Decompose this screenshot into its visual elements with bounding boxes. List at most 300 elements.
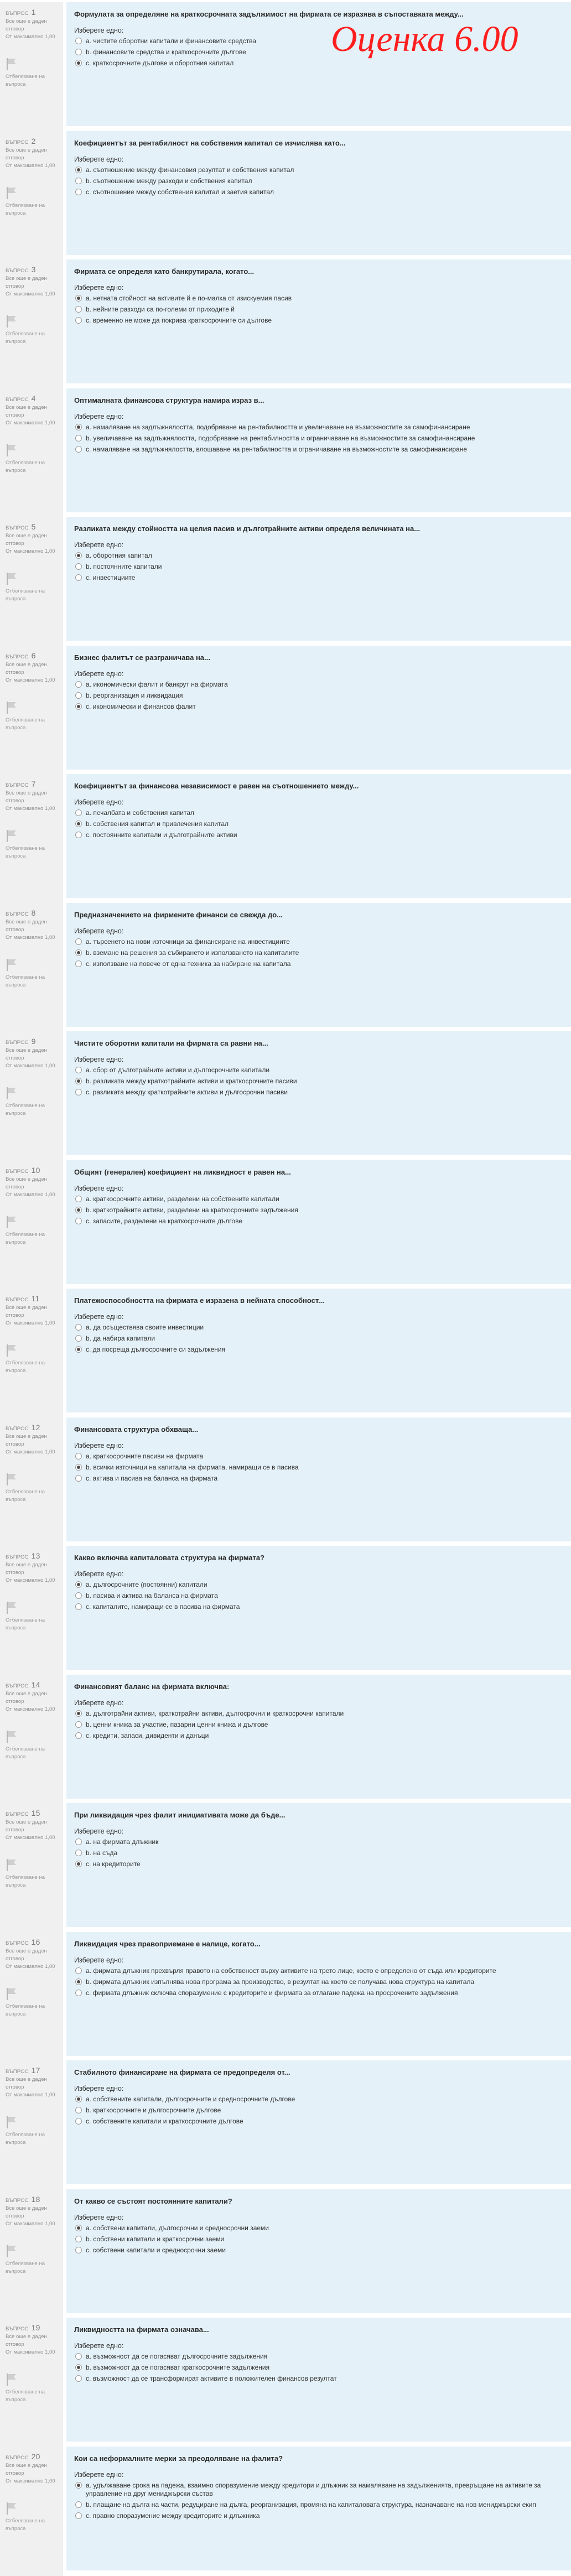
- answer-option[interactable]: [74, 1978, 567, 1986]
- flag-icon[interactable]: [6, 1087, 18, 1100]
- radio-button[interactable]: [75, 832, 82, 838]
- flag-icon[interactable]: [6, 186, 18, 200]
- question-info: [0, 1289, 63, 1418]
- answer-option[interactable]: [74, 563, 567, 571]
- radio-button[interactable]: [75, 820, 82, 827]
- question-info: [0, 903, 63, 1032]
- radio-button[interactable]: [75, 1475, 82, 1482]
- flag-question-link[interactable]: Отбелязване на въпроса: [6, 2003, 45, 2017]
- answer-text: a. собствени капитали, дългосрочни и средносрочни заеми: [86, 2224, 269, 2232]
- question-number: [6, 2066, 40, 2075]
- answer-option[interactable]: [74, 1463, 567, 1472]
- flag-icon[interactable]: [6, 315, 18, 328]
- question-number: [6, 1423, 40, 1432]
- radio-button[interactable]: [75, 1990, 82, 1996]
- flag-question-link[interactable]: Отбелязване на въпроса: [6, 588, 45, 602]
- answer-option[interactable]: [74, 681, 567, 689]
- answer-text: a. печалбата и собствения капитал: [86, 809, 195, 817]
- question-grade: От максимално 1,00: [6, 1063, 55, 1069]
- answer-option[interactable]: [74, 831, 567, 839]
- radio-button[interactable]: [75, 2118, 82, 2125]
- flag-question-link[interactable]: Отбелязване на въпроса: [6, 459, 45, 474]
- question-number-value: 8: [31, 908, 36, 917]
- question-number-value: 18: [31, 2194, 40, 2204]
- question-number: [6, 8, 36, 17]
- question-state: Все още е даден отговор: [6, 2205, 47, 2219]
- answer-option[interactable]: [74, 2117, 567, 2126]
- flag-icon[interactable]: [6, 2502, 18, 2515]
- answer-text: a. на фирмата длъжник: [86, 1838, 159, 1846]
- radio-button[interactable]: [75, 306, 82, 313]
- answer-option[interactable]: [74, 1732, 567, 1740]
- answer-option[interactable]: [74, 1217, 567, 1225]
- question-block: [0, 388, 571, 518]
- answer-option[interactable]: [74, 2106, 567, 2115]
- question-content: [66, 2447, 571, 2570]
- flag-icon[interactable]: [6, 1601, 18, 1614]
- question-content: [66, 903, 571, 1027]
- answer-option[interactable]: [74, 1077, 567, 1086]
- question-number: [6, 1938, 40, 1946]
- radio-button[interactable]: [75, 1978, 82, 1985]
- question-info: [0, 388, 63, 518]
- question-label: ВЪПРОС: [6, 139, 29, 146]
- answer-text: c. временно не може да покрива краткосрочните си дългове: [86, 316, 272, 324]
- question-label: ВЪПРОС: [6, 1554, 29, 1560]
- radio-button[interactable]: [75, 60, 82, 66]
- answer-text: b. да набира капитали: [86, 1334, 155, 1342]
- flag-icon[interactable]: [6, 2116, 18, 2129]
- question-content: [66, 1289, 571, 1412]
- answer-option[interactable]: [74, 1849, 567, 1857]
- answer-prompt: Изберете едно:: [74, 1441, 124, 1450]
- question-number-value: 11: [31, 1294, 40, 1303]
- answer-option[interactable]: [74, 2224, 567, 2232]
- radio-button[interactable]: [75, 1464, 82, 1471]
- radio-button[interactable]: [75, 1861, 82, 1867]
- radio-button[interactable]: [75, 2364, 82, 2371]
- answer-prompt: Изберете едно:: [74, 1699, 124, 1707]
- answer-list: [74, 938, 567, 971]
- question-number-value: 3: [31, 265, 36, 274]
- question-block: [0, 1675, 571, 1804]
- answer-option[interactable]: [74, 188, 567, 196]
- answer-list: [74, 166, 567, 199]
- answer-option[interactable]: [74, 1334, 567, 1343]
- answer-option[interactable]: [74, 1721, 567, 1729]
- answer-text: b. реорганизация и ликвидация: [86, 691, 183, 699]
- question-text: Фирмата се определя като банкрутирала, когато...: [74, 267, 255, 276]
- answer-text: b. плащане на дълга на части, редуциране на дълга, реорганизация, промяна на капиталовата структура, назначаване на нов мениджърски екип: [86, 2500, 536, 2509]
- question-grade: От максимално 1,00: [6, 1320, 55, 1326]
- flag-icon[interactable]: [6, 1344, 18, 1357]
- flag-icon[interactable]: [6, 1473, 18, 1486]
- answer-list: [74, 552, 567, 585]
- question-state: Все още е даден отговор: [6, 2462, 47, 2476]
- question-number-value: 13: [31, 1551, 40, 1560]
- question-number: [6, 1551, 40, 1560]
- radio-button[interactable]: [75, 1453, 82, 1460]
- answer-option[interactable]: [74, 1592, 567, 1600]
- question-state: Все още е даден отговор: [6, 918, 47, 933]
- flag-question-link[interactable]: Отбелязване на въпроса: [6, 2132, 45, 2146]
- question-label: ВЪПРОС: [6, 396, 29, 403]
- question-number: [6, 780, 36, 788]
- question-block: [0, 2447, 571, 2576]
- question-text: Формулата за определяне на краткосрочната задължимост на фирмата се изразява в съпоставката между...: [74, 10, 464, 18]
- radio-button[interactable]: [75, 446, 82, 453]
- answer-option[interactable]: [74, 1581, 567, 1589]
- radio-button[interactable]: [75, 178, 82, 184]
- answer-option[interactable]: [74, 316, 567, 325]
- answer-option[interactable]: [74, 960, 567, 968]
- flag-question-link[interactable]: Отбелязване на въпроса: [6, 2517, 45, 2532]
- answer-text: c. кредити, запаси, дивиденти и данъци: [86, 1731, 209, 1739]
- answer-prompt: Изберете едно:: [74, 1570, 124, 1578]
- radio-button[interactable]: [75, 1346, 82, 1353]
- answer-text: a. икономически фалит и банкрут на фирмата: [86, 680, 228, 688]
- flag-icon[interactable]: [6, 829, 18, 843]
- radio-button[interactable]: [75, 1067, 82, 1073]
- radio-button[interactable]: [75, 1335, 82, 1342]
- answer-text: b. фирмата длъжник изпълнява нова програма за производство, в резултат на което се получава нова структура на капитала: [86, 1977, 475, 1986]
- answer-option[interactable]: [74, 574, 567, 582]
- radio-button[interactable]: [75, 703, 82, 710]
- answer-option[interactable]: [74, 1989, 567, 1997]
- answer-text: a. дълготрайни активи, краткотрайни активи, дългосрочни и краткосрочни капитали: [86, 1709, 344, 1717]
- question-text: Коефициентът за рентабилност на собствения капитал се изчислява като...: [74, 138, 346, 147]
- question-state: Все още е даден отговор: [6, 1305, 47, 1318]
- answer-option[interactable]: [74, 2095, 567, 2104]
- flag-question-link[interactable]: Отбелязване на въпроса: [6, 202, 45, 216]
- radio-button[interactable]: [75, 960, 82, 967]
- question-info: [0, 2318, 63, 2447]
- flag-question-link[interactable]: Отбелязване на въпроса: [6, 1360, 45, 1374]
- question-state: Все още е даден отговор: [6, 1176, 47, 1190]
- flag-question-link[interactable]: Отбелязване на въпроса: [6, 331, 45, 345]
- question-content: [66, 1546, 571, 1670]
- radio-button[interactable]: [75, 2236, 82, 2242]
- radio-button[interactable]: [75, 1218, 82, 1224]
- answer-prompt: Изберете едно:: [74, 284, 124, 292]
- flag-icon[interactable]: [6, 2245, 18, 2258]
- radio-button[interactable]: [75, 2512, 82, 2519]
- radio-button[interactable]: [75, 1581, 82, 1588]
- answer-text: b. собствени капитали и краткосрочни заеми: [86, 2235, 225, 2243]
- answer-text: c. актива и пасива на баланса на фирмата: [86, 1474, 218, 1482]
- question-block: [0, 1417, 571, 1547]
- radio-button[interactable]: [75, 1089, 82, 1095]
- answer-list: [74, 2352, 567, 2386]
- question-grade: От максимално 1,00: [6, 806, 55, 812]
- question-state: Все още е даден отговор: [6, 1562, 47, 1576]
- flag-question-link[interactable]: Отбелязване на въпроса: [6, 1746, 45, 1760]
- question-grade: От максимално 1,00: [6, 1963, 55, 1970]
- question-info: [0, 1417, 63, 1547]
- question-number-value: 5: [31, 522, 36, 531]
- radio-button[interactable]: [75, 2096, 82, 2102]
- answer-text: c. възможност да се трансформират активите в положителен финансов резултат: [86, 2375, 337, 2382]
- answer-text: b. финансовите средства и краткосрочните дългове: [86, 48, 246, 56]
- answer-prompt: Изберете едно:: [74, 2085, 124, 2092]
- answer-prompt: Изберете едно:: [74, 1956, 124, 1964]
- radio-button[interactable]: [75, 1721, 82, 1728]
- question-block: [0, 259, 571, 389]
- radio-button[interactable]: [75, 1078, 82, 1084]
- answer-text: c. правно споразумение между кредиторите и длъжника: [86, 2511, 260, 2520]
- answer-list: [74, 2481, 567, 2523]
- question-text: Оптималната финансова структура намира израз в...: [74, 396, 264, 404]
- answer-option[interactable]: [74, 2512, 567, 2520]
- question-block: [0, 774, 571, 903]
- question-grade: От максимално 1,00: [6, 1191, 55, 1198]
- question-label: ВЪПРОС: [6, 653, 29, 660]
- answer-option[interactable]: [74, 1206, 567, 1214]
- flag-icon[interactable]: [6, 1730, 18, 1743]
- flag-question-link[interactable]: Отбелязване на въпроса: [6, 1874, 45, 1888]
- question-info: [0, 1546, 63, 1675]
- answer-option[interactable]: [74, 305, 567, 314]
- answer-text: a. удължаване срока на падежа, взаимно споразумение между кредитори и длъжник за намаляване на задълженията, превръщане на активите за управление на друг мениджърски състав: [86, 2481, 541, 2497]
- answer-text: a. чистите оборотни капитали и финансовите средства: [86, 37, 257, 45]
- flag-question-link[interactable]: Отбелязване на въпроса: [6, 1231, 45, 1245]
- radio-button[interactable]: [75, 1196, 82, 1202]
- question-text: Какво включва капиталовата структура на фирмата?: [74, 1554, 265, 1562]
- question-number-value: 15: [31, 1809, 40, 1817]
- question-number: [6, 651, 36, 660]
- answer-prompt: Изберете едно:: [74, 2213, 124, 2221]
- radio-button[interactable]: [75, 2482, 82, 2489]
- answer-option[interactable]: [74, 2246, 567, 2255]
- flag-question-link[interactable]: Отбелязване на въпроса: [6, 1617, 45, 1631]
- question-text: Ликвидността на фирмата означава...: [74, 2325, 209, 2334]
- radio-button[interactable]: [75, 938, 82, 945]
- radio-button[interactable]: [75, 692, 82, 699]
- flag-icon[interactable]: [6, 958, 18, 972]
- answer-option[interactable]: [74, 809, 567, 817]
- radio-button[interactable]: [75, 552, 82, 559]
- question-block: [0, 1160, 571, 1290]
- answer-text: a. сбор от дълготрайните активи и дългосрочните капитали: [86, 1066, 270, 1074]
- question-label: ВЪПРОС: [6, 525, 29, 531]
- answer-list: [74, 2095, 567, 2128]
- question-text: Финансовата структура обхваща...: [74, 1425, 199, 1434]
- radio-button[interactable]: [75, 574, 82, 581]
- question-info: [0, 1160, 63, 1290]
- answer-option[interactable]: [74, 938, 567, 946]
- flag-icon[interactable]: [6, 444, 18, 457]
- answer-text: a. краткосрочните пасиви на фирмата: [86, 1452, 204, 1460]
- answer-text: b. краткосрочните и дългосрочните дългове: [86, 2106, 221, 2114]
- question-label: ВЪПРОС: [6, 782, 29, 788]
- answer-option[interactable]: [74, 59, 567, 67]
- question-content: [66, 774, 571, 898]
- question-number-value: 7: [31, 780, 36, 788]
- answer-list: [74, 1323, 567, 1357]
- answer-option[interactable]: [74, 2375, 567, 2383]
- radio-button[interactable]: [75, 424, 82, 430]
- radio-button[interactable]: [75, 1710, 82, 1717]
- answer-text: c. съотношение между собствения капитал и заетия капитал: [86, 188, 274, 196]
- answer-text: b. краткотрайните активи, разделени на краткосрочните задължения: [86, 1206, 298, 1214]
- answer-text: b. разликата между краткотрайните активи и краткосрочните пасиви: [86, 1077, 297, 1085]
- radio-button[interactable]: [75, 295, 82, 302]
- answer-option[interactable]: [74, 166, 567, 174]
- answer-text: c. използване на повече от една техника за набиране на капитала: [86, 959, 291, 968]
- radio-button[interactable]: [75, 189, 82, 195]
- radio-button[interactable]: [75, 1732, 82, 1739]
- flag-question-link[interactable]: Отбелязване на въпроса: [6, 974, 45, 988]
- answer-text: c. постоянните капитали и дълготрайните активи: [86, 831, 237, 839]
- question-state: Все още е даден отговор: [6, 1819, 47, 1833]
- answer-option[interactable]: [74, 445, 567, 454]
- radio-button[interactable]: [75, 809, 82, 816]
- radio-button[interactable]: [75, 317, 82, 324]
- answer-prompt: Изберете едно:: [74, 1827, 124, 1835]
- radio-button[interactable]: [75, 563, 82, 570]
- flag-icon[interactable]: [6, 1216, 18, 1229]
- question-info: [0, 2447, 63, 2576]
- answer-option[interactable]: [74, 2364, 567, 2372]
- answer-text: c. инвестициите: [86, 574, 136, 581]
- answer-option[interactable]: [74, 1195, 567, 1203]
- flag-question-link[interactable]: Отбелязване на въпроса: [6, 1103, 45, 1116]
- question-label: ВЪПРОС: [6, 2069, 29, 2075]
- answer-prompt: Изберете едно:: [74, 1184, 124, 1192]
- flag-question-link[interactable]: Отбелязване на въпроса: [6, 845, 45, 859]
- question-number-value: 19: [31, 2323, 40, 2332]
- radio-button[interactable]: [75, 949, 82, 956]
- radio-button[interactable]: [75, 2353, 82, 2360]
- answer-option[interactable]: [74, 177, 567, 185]
- radio-button[interactable]: [75, 1967, 82, 1974]
- radio-button[interactable]: [75, 1207, 82, 1213]
- radio-button[interactable]: [75, 681, 82, 688]
- flag-question-link[interactable]: Отбелязване на въпроса: [6, 1488, 45, 1503]
- question-grade: От максимално 1,00: [6, 677, 55, 683]
- question-text: Коефициентът за финансова независимост е равен на съотношението между...: [74, 782, 359, 790]
- answer-option[interactable]: [74, 1088, 567, 1097]
- question-block: [0, 646, 571, 775]
- question-info: [0, 646, 63, 775]
- question-content: [66, 2318, 571, 2442]
- answer-option[interactable]: [74, 820, 567, 828]
- question-number-value: 20: [31, 2452, 40, 2461]
- radio-button[interactable]: [75, 1850, 82, 1856]
- flag-question-link[interactable]: Отбелязване на въпроса: [6, 716, 45, 731]
- answer-option[interactable]: [74, 423, 567, 432]
- answer-option[interactable]: [74, 1710, 567, 1718]
- answer-option[interactable]: [74, 1838, 567, 1846]
- radio-button[interactable]: [75, 1838, 82, 1845]
- answer-option[interactable]: [74, 294, 567, 303]
- flag-icon[interactable]: [6, 572, 18, 585]
- flag-question-link[interactable]: Отбелязване на въпроса: [6, 2260, 45, 2274]
- answer-option[interactable]: [74, 692, 567, 700]
- answer-option[interactable]: [74, 949, 567, 957]
- answer-prompt: Изберете едно:: [74, 927, 124, 935]
- answer-text: b. ценни книжа за участие, пазарни ценни книжа и дългове: [86, 1720, 268, 1728]
- answer-option[interactable]: [74, 2501, 567, 2509]
- question-block: [0, 517, 571, 646]
- answer-text: a. дългосрочните (постоянни) капитали: [86, 1581, 207, 1588]
- radio-button[interactable]: [75, 1603, 82, 1610]
- question-label: ВЪПРОС: [6, 1040, 29, 1046]
- answer-option[interactable]: [74, 1603, 567, 1611]
- flag-icon[interactable]: [6, 1858, 18, 1872]
- question-grade: От максимално 1,00: [6, 2478, 55, 2484]
- flag-icon[interactable]: [6, 58, 18, 71]
- question-number-value: 10: [31, 1165, 40, 1175]
- question-number: [6, 2452, 40, 2461]
- question-content: [66, 1803, 571, 1927]
- answer-option[interactable]: [74, 703, 567, 711]
- answer-option[interactable]: [74, 1452, 567, 1461]
- answer-option[interactable]: [74, 2352, 567, 2361]
- answer-option[interactable]: [74, 1346, 567, 1354]
- answer-text: c. икономически и финансов фалит: [86, 702, 196, 710]
- answer-option[interactable]: [74, 1066, 567, 1074]
- question-content: [66, 131, 571, 255]
- flag-icon[interactable]: [6, 1987, 18, 2001]
- answer-option[interactable]: [74, 2481, 567, 2498]
- question-number-value: 1: [31, 8, 36, 17]
- flag-icon[interactable]: [6, 701, 18, 714]
- answer-option[interactable]: [74, 1860, 567, 1868]
- answer-option[interactable]: [74, 1967, 567, 1975]
- radio-button[interactable]: [75, 167, 82, 173]
- answer-text: a. намаляване на задлъжнялостта, подобряване на рентабилността и увеличаване на възможностите за самофинансиране: [86, 423, 470, 431]
- answer-option[interactable]: [74, 434, 567, 443]
- flag-question-link[interactable]: Отбелязване на въпроса: [6, 2389, 45, 2403]
- answer-list: [74, 809, 567, 842]
- question-content: [66, 646, 571, 770]
- radio-button[interactable]: [75, 2375, 82, 2382]
- radio-button[interactable]: [75, 2107, 82, 2113]
- question-state: Все още е даден отговор: [6, 404, 47, 418]
- radio-button[interactable]: [75, 1324, 82, 1331]
- question-state: Все още е даден отговор: [6, 790, 47, 804]
- answer-option[interactable]: [74, 552, 567, 560]
- radio-button[interactable]: [75, 2501, 82, 2508]
- answer-text: b. пасива и актива на баланса на фирмата: [86, 1592, 218, 1599]
- question-grade: От максимално 1,00: [6, 34, 55, 40]
- radio-button[interactable]: [75, 1592, 82, 1599]
- flag-icon[interactable]: [6, 2373, 18, 2386]
- answer-text: a. нетната стойност на активите й е по-малка от изискуемия пасив: [86, 294, 292, 302]
- question-state: Все още е даден отговор: [6, 2076, 47, 2090]
- answer-option[interactable]: [74, 1474, 567, 1483]
- question-block: [0, 903, 571, 1032]
- answer-text: c. краткосрочните дългове и оборотния капитал: [86, 59, 234, 67]
- answer-text: c. собствените капитали и краткосрочните дългове: [86, 2117, 243, 2125]
- flag-question-link[interactable]: Отбелязване на въпроса: [6, 74, 45, 87]
- answer-option[interactable]: [74, 2235, 567, 2243]
- question-grade: От максимално 1,00: [6, 2220, 55, 2227]
- question-info: [0, 2, 63, 132]
- radio-button[interactable]: [75, 38, 82, 44]
- question-content: [66, 259, 571, 383]
- answer-list: [74, 681, 567, 714]
- question-number: [6, 394, 36, 403]
- question-text: Чистите оборотни капитали на фирмата са равни на...: [74, 1039, 268, 1047]
- radio-button[interactable]: [75, 49, 82, 55]
- answer-option[interactable]: [74, 1323, 567, 1332]
- radio-button[interactable]: [75, 435, 82, 442]
- radio-button[interactable]: [75, 2247, 82, 2253]
- radio-button[interactable]: [75, 2225, 82, 2231]
- answer-text: b. на съда: [86, 1849, 118, 1857]
